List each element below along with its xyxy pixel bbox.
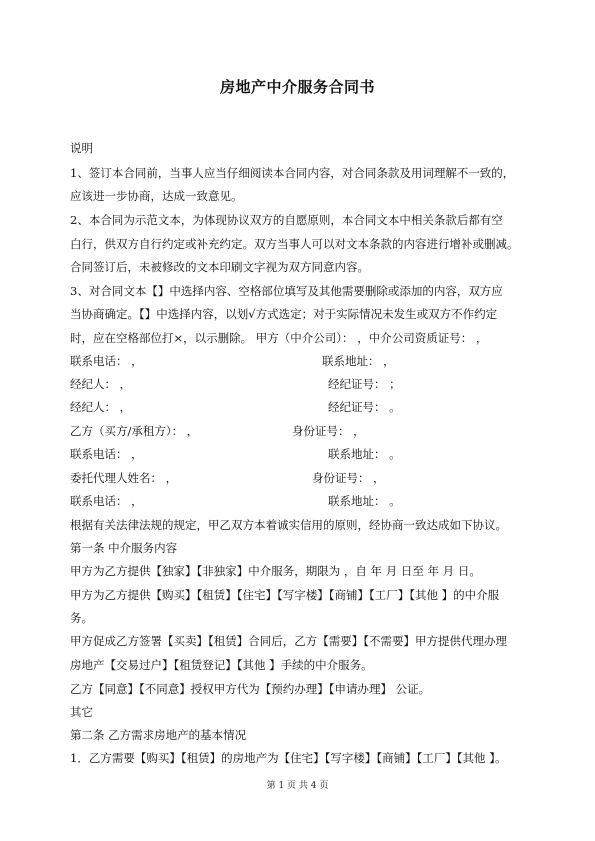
article-1-line-1: 甲方为乙方提供【独家】【非独家】中介服务，期限为 ，自 年 月 日至 年 月 日。 bbox=[70, 564, 481, 578]
agent-1-cert-label: 经纪证号： ； bbox=[328, 377, 401, 391]
proxy-name-label: 委托代理人姓名： ， bbox=[70, 471, 178, 485]
intro-paragraph-3-end: 时，应在空格部位打×，以示删除。 甲方（中介公司）： ，中介公司资质证号： ， bbox=[70, 331, 488, 345]
article-1-heading: 第一条 中介服务内容 bbox=[70, 541, 178, 555]
page-footer: 第 1 页 共 4 页 bbox=[266, 781, 329, 791]
intro-paragraph-3: 3、对合同文本【】中选择内容、空格部位填写及其他需要删除或添加的内容，双方应 bbox=[70, 284, 503, 298]
preamble-text: 根据有关法律法规的规定，甲乙双方本着诚实信用的原则，经协商一致达成如下协议。 bbox=[70, 518, 507, 532]
article-1-line-2: 甲方为乙方提供【购买】【租赁】【住宅】【写字楼】【商铺】【工厂】【其他 】的中介服 bbox=[70, 588, 500, 602]
intro-paragraph-3-cont: 当协商确定。【】中选择内容，以划√方式选定；对于实际情况未发生或双方不作约定 bbox=[70, 307, 498, 321]
party-b-label: 乙方（买方/承租方）： ， bbox=[70, 424, 199, 438]
article-2-heading: 第二条 乙方需求房地产的基本情况 bbox=[70, 728, 247, 742]
party-a-address-label: 联系地址： ， bbox=[322, 354, 395, 368]
document-title: 房地产中介服务合同书 bbox=[219, 78, 375, 96]
intro-paragraph-2-end: 合同签订后，未被修改的文本印刷文字视为双方同意内容。 bbox=[70, 260, 369, 274]
intro-paragraph-1-cont: 应该进一步协商，达成一致意见。 bbox=[70, 189, 243, 203]
agent-2-label: 经纪人： ， bbox=[70, 400, 132, 414]
article-1-line-3: 务。 bbox=[70, 611, 93, 625]
party-b-id-label: 身份证号： ， bbox=[292, 424, 365, 438]
party-b-address-label: 联系地址： 。 bbox=[328, 447, 401, 461]
agent-2-cert-label: 经纪证号： 。 bbox=[328, 400, 401, 414]
proxy-id-label: 身份证号： ， bbox=[312, 471, 385, 485]
proxy-address-label: 联系地址： 。 bbox=[328, 494, 401, 508]
article-1-line-6: 乙方【同意】【不同意】授权甲方代为【预约办理】【申请办理】 公证。 bbox=[70, 682, 431, 696]
proxy-phone-label: 联系电话： ， bbox=[70, 494, 143, 508]
intro-paragraph-2-cont: 白行，供双方自行约定或补充约定。双方当事人可以对文本条款的内容进行增补或删减。 bbox=[70, 237, 519, 251]
section-heading-intro: 说明 bbox=[70, 141, 93, 155]
article-1-line-5: 房地产【交易过户】【租赁登记】【其他 】手续的中介服务。 bbox=[70, 658, 373, 672]
intro-paragraph-2: 2、本合同为示范文本，为体现协议双方的自愿原则，本合同文本中相关条款后都有空 bbox=[70, 213, 503, 227]
article-1-line-4: 甲方促成乙方签署【买卖】【租赁】合同后，乙方【需要】【不需要】甲方提供代理办理 bbox=[70, 634, 507, 648]
party-b-phone-label: 联系电话： ， bbox=[70, 447, 143, 461]
other-heading: 其它 bbox=[70, 705, 93, 719]
intro-paragraph-1: 1、签订本合同前，当事人应当仔细阅读本合同内容，对合同条款及用词理解不一致的， bbox=[70, 166, 515, 180]
article-2-line-1: 1．乙方需要【购买】【租赁】的房地产为【住宅】【写字楼】【商铺】【工厂】【其他 】。 bbox=[70, 751, 507, 765]
agent-1-label: 经纪人： ， bbox=[70, 377, 132, 391]
party-a-phone-label: 联系电话： ， bbox=[70, 354, 143, 368]
